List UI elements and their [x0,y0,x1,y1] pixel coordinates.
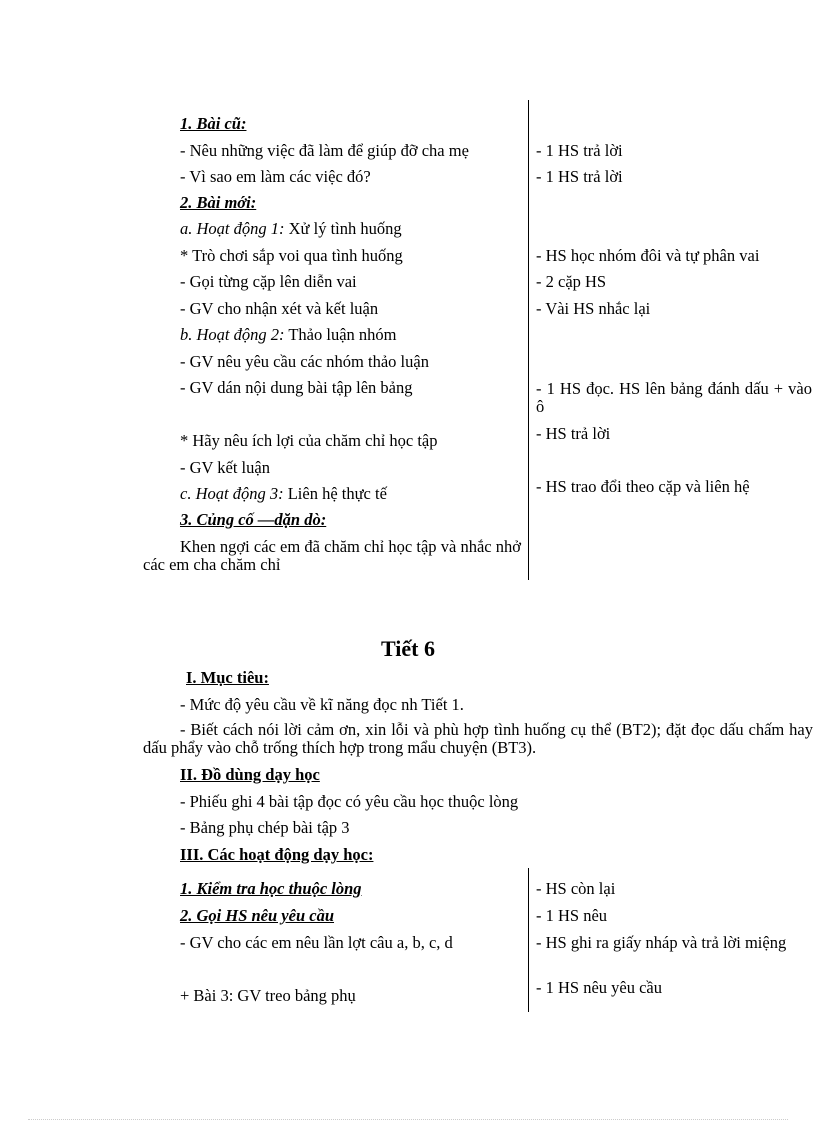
activity-label: c. Hoạt động 3: [180,484,284,503]
heading-new-lesson: 2. Bài mới: [180,193,257,212]
activity-label: a. Hoạt động 1: [180,219,285,238]
activity-label: b. Hoạt động 2: [180,325,285,344]
heading-objectives: I. Mục tiêu: [186,668,269,687]
right-row: - HS trả lời [536,424,611,443]
left-row: - Vì sao em làm các việc đó? [180,167,371,186]
closing-text: Khen ngợi các em đã chăm chỉ học tập và nhắc nhở các em cha chăm chỉ [143,537,521,574]
heading-old-lesson: 1. Bài cũ: [180,114,247,133]
right-row: - 2 cặp HS [536,272,607,291]
right-row: - HS học nhóm đôi và tự phân vai [536,246,760,265]
left-row: - GV cho nhận xét và kết luận [180,299,379,318]
activity-text: Liên hệ thực tế [283,484,387,503]
objective-item: - Mức độ yêu cầu về kĩ năng đọc nh Tiết 1. [180,695,464,714]
heading-check-memorization: 1. Kiểm tra học thuộc lòng [180,879,362,898]
left-row: - GV kết luận [180,458,270,477]
right-row: - 1 HS trả lời [536,141,623,160]
left-row: + Bài 3: GV treo bảng phụ [180,986,356,1005]
activity-3-row [180,484,387,504]
right-row: - HS ghi ra giấy nháp và trả lời miệng [536,933,787,952]
left-row: - GV dán nội dung bài tập lên bảng [180,378,413,397]
left-row: - GV cho các em nêu lần lợt câu a, b, c, d [180,933,453,952]
heading-materials: II. Đồ dùng dạy học [180,765,320,784]
column-divider [528,100,529,580]
heading-activities: III. Các hoạt động dạy học: [180,845,374,864]
left-row: - Gọi từng cặp lên diễn vai [180,272,357,291]
left-row: * Trò chơi sắp voi qua tình huống [180,246,403,265]
page-title: Tiết 6 [381,636,435,661]
right-row: - 1 HS đọc. HS lên bảng đánh dấu + vào ô [536,379,812,416]
right-row: - HS trao đổi theo cặp và liên hệ [536,477,750,496]
left-row: * Hãy nêu ích lợi của chăm chỉ học tập [180,431,438,450]
heading-call-students: 2. Gọi HS nêu yêu cầu [180,906,335,925]
material-item: - Phiếu ghi 4 bài tập đọc có yêu cầu học thuộc lòng [180,792,519,811]
right-row: - HS còn lại [536,879,616,898]
activity-text: Thảo luận nhóm [284,325,397,344]
left-row: - Nêu những việc đã làm để giúp đỡ cha mẹ [180,141,469,160]
right-row: - 1 HS nêu yêu cầu [536,978,663,997]
activity-1-row [180,219,402,239]
right-row: - 1 HS nêu [536,906,608,925]
material-item: - Bảng phụ chép bài tập 3 [180,818,350,837]
column-divider [528,868,529,1012]
activity-text: Xử lý tình huống [284,219,402,238]
left-row: - GV nêu yêu cầu các nhóm thảo luận [180,352,429,371]
heading-review: 3. Củng cố —dặn dò: [180,510,327,529]
activity-2-row [180,325,396,345]
right-row: - Vài HS nhắc lại [536,299,651,318]
right-row: - 1 HS trả lời [536,167,623,186]
footer-divider [28,1119,788,1120]
objective-item: - Biết cách nói lời cảm ơn, xin lỗi và phù hợp tình huống cụ thể (BT2); đặt đọc dấu chấm hay dấu phẩy vào chỗ trống thích hợp trong mẩu chuyện (BT3). [143,720,813,757]
